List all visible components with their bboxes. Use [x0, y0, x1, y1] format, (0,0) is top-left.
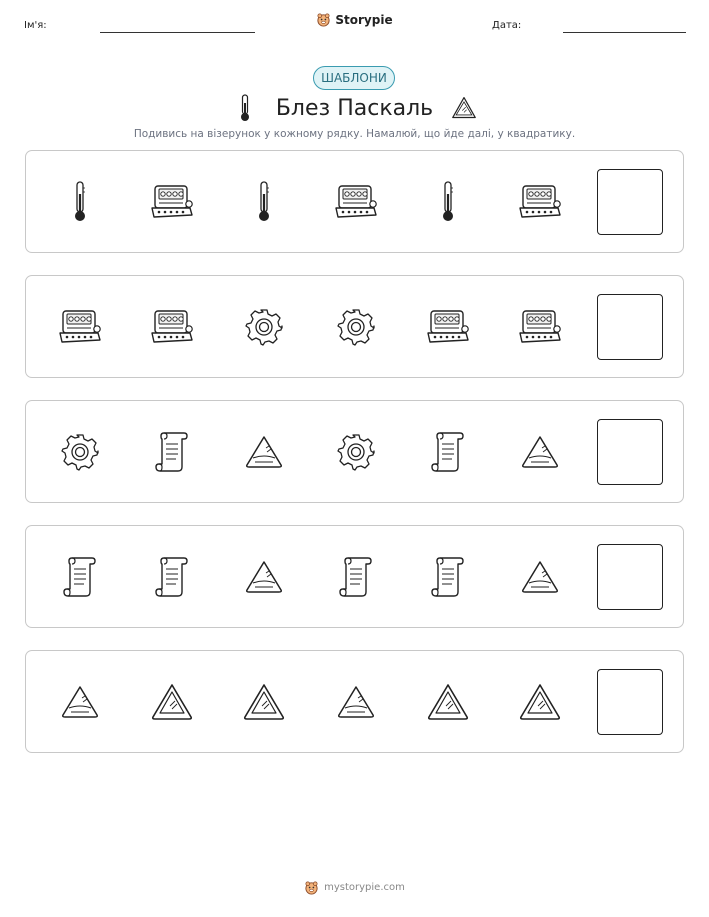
gear-icon [55, 427, 105, 477]
page-title: Блез Паскаль [275, 95, 434, 121]
cone-triangle-icon [239, 427, 289, 477]
instructions: Подивись на візерунок у кожному рядку. Намалюй, що йде далі, у квадратику. [133, 128, 576, 140]
thermometer-icon [423, 177, 473, 227]
name-line[interactable] [100, 32, 255, 33]
thermometer-icon [239, 177, 289, 227]
brand-name: Storypie [335, 12, 393, 27]
scroll-icon [55, 552, 105, 602]
cone-triangle-icon [515, 552, 565, 602]
title-row [0, 90, 709, 126]
cone-triangle-icon [331, 677, 381, 727]
calculator-icon [515, 177, 565, 227]
warning-triangle-icon [451, 93, 477, 123]
scroll-icon [147, 552, 197, 602]
storypie-logo-icon [304, 880, 319, 895]
pattern-row [25, 400, 684, 503]
pattern-row [25, 525, 684, 628]
pattern-row [25, 150, 684, 253]
gear-icon [331, 427, 381, 477]
cone-triangle-icon [55, 677, 105, 727]
gear-icon [239, 302, 289, 352]
storypie-logo-icon [316, 12, 331, 27]
scroll-icon [423, 552, 473, 602]
calculator-icon [331, 177, 381, 227]
scroll-icon [331, 552, 381, 602]
calculator-icon [147, 177, 197, 227]
name-label: Ім'я: [24, 20, 47, 31]
category-badge: ШАБЛОНИ [313, 66, 395, 90]
cone-triangle-icon [515, 427, 565, 477]
footer [0, 880, 709, 895]
pattern-row [25, 650, 684, 753]
calculator-icon [55, 302, 105, 352]
scroll-icon [147, 427, 197, 477]
gear-icon [331, 302, 381, 352]
thermometer-icon [232, 93, 258, 123]
scroll-icon [423, 427, 473, 477]
warning-triangle-icon [423, 677, 473, 727]
pattern-row [25, 275, 684, 378]
footer-url[interactable]: mystorypie.com [324, 882, 405, 893]
thermometer-icon [55, 177, 105, 227]
answer-box[interactable] [597, 294, 663, 360]
cone-triangle-icon [239, 552, 289, 602]
calculator-icon [515, 302, 565, 352]
calculator-icon [147, 302, 197, 352]
answer-box[interactable] [597, 419, 663, 485]
answer-box[interactable] [597, 669, 663, 735]
warning-triangle-icon [239, 677, 289, 727]
warning-triangle-icon [515, 677, 565, 727]
answer-box[interactable] [597, 544, 663, 610]
answer-box[interactable] [597, 169, 663, 235]
warning-triangle-icon [147, 677, 197, 727]
date-label: Дата: [492, 20, 522, 31]
brand [0, 12, 709, 27]
date-line[interactable] [563, 32, 686, 33]
calculator-icon [423, 302, 473, 352]
